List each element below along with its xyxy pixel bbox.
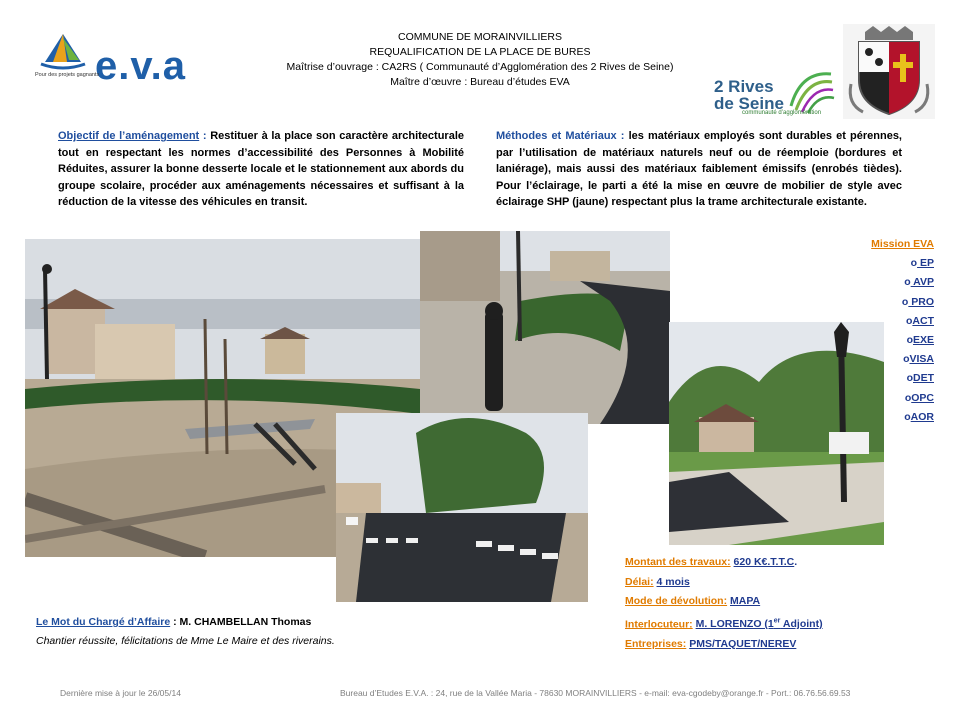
mode-row [625, 592, 823, 612]
charge-row [36, 613, 335, 632]
project-details [625, 553, 823, 654]
footer-updated: Dernière mise à jour le 26/05/14 [60, 688, 181, 698]
mission-item-act[interactable]: oACT [905, 314, 934, 327]
eva-logo [33, 32, 193, 92]
charge-block [36, 613, 335, 651]
eva-sail-icon [33, 32, 93, 76]
mission-item-exe[interactable]: oEXE [906, 334, 934, 347]
photo-parking-area [669, 322, 884, 545]
firms-row [625, 635, 823, 655]
amount-value[interactable]: 620 K€.T.T.C [733, 556, 795, 568]
photo-bollard-street [420, 231, 670, 424]
mission-item-det[interactable]: oDET [906, 372, 934, 385]
amount-row [625, 553, 823, 573]
delay-value[interactable]: 4 mois [656, 575, 690, 588]
mission-item-pro[interactable]: o PRO [901, 295, 934, 308]
mission-item-visa[interactable]: oVISA [903, 353, 934, 366]
mode-label: Mode de dévolution: [625, 595, 728, 607]
mode-value[interactable]: MAPA [730, 595, 761, 607]
eva-tagline: Pour des projets gagnants [35, 72, 100, 78]
mission-item-aor[interactable]: oAOR [904, 410, 934, 423]
charge-name: M. CHAMBELLAN Thomas [179, 616, 312, 628]
methods-paragraph [496, 128, 902, 211]
objective-label: Objectif de l’aménagement [58, 130, 200, 142]
footer-address: Bureau d’Etudes E.V.A. : 24, rue de la Vallée Maria - 78630 MORAINVILLIERS - e-mail: eva-cgodeby@orange.fr - Port.: 06.76.56.69.53 [340, 688, 851, 698]
owner-line: Maîtrise d’ouvrage : CA2RS ( Communauté d’Agglomération des 2 Rives de Seine) [286, 61, 674, 73]
contractor-line: Maître d’œuvre : Bureau d’études EVA [390, 76, 570, 88]
mission-item-ep[interactable]: o EP [910, 257, 934, 270]
methods-text: les matériaux employés sont durables et pérennes, par l’utilisation de matériaux naturels neuf ou de réemploie (bordures et laniérage), mais aussi des matériaux faiblement émissifs (enrobés tièdes). Pour l’éclairage, le parti a été la mise en œuvre de mobilier de style avec éclairage SHP (jaune) respectant plus la trame architecturale existante. [496, 130, 902, 208]
amount-dot: . [794, 556, 798, 568]
rives-title [714, 78, 784, 112]
header-block [230, 30, 730, 90]
objective-paragraph [58, 128, 464, 211]
rives-line1: 2 Rives [714, 77, 774, 96]
objective-text: Restituer à la place son caractère architecturale tout en respectant les normes d’accessibilité des Personnes à Mobilité Réduites, assurer la bonne desserte locale et le stationnement aux abords du groupe scolaire, procéder aux aménagements nécessaires et suffisant à la réduction de la vitesse des véhicules en transit. [58, 130, 464, 208]
delay-row [625, 573, 823, 593]
commune-title: COMMUNE DE MORAINVILLIERS [398, 31, 562, 43]
contact-row [625, 612, 823, 635]
methods-sep: : [616, 130, 629, 142]
rives-swirl-icon [786, 66, 836, 116]
charge-label: Le Mot du Chargé d’Affaire [36, 616, 171, 628]
town-crest [843, 24, 935, 119]
rives-de-seine-logo [712, 66, 836, 120]
firms-label: Entreprises: [625, 637, 687, 650]
eva-wordmark: e.v.a [95, 44, 186, 88]
methods-label: Méthodes et Matériaux [496, 130, 617, 142]
coat-of-arms-icon [843, 24, 935, 119]
objective-sep: : [199, 130, 211, 142]
mission-title: Mission EVA [871, 238, 934, 250]
charge-quote: Chantier réussite, félicitations de Mme Le Maire et des riverains. [36, 635, 335, 647]
mission-item-avp[interactable]: o AVP [904, 276, 934, 289]
delay-label: Délai: [625, 575, 654, 588]
project-title: REQUALIFICATION DE LA PLACE DE BURES [369, 46, 591, 58]
firms-value[interactable]: PMS/TAQUET/NEREV [689, 637, 797, 650]
amount-label: Montant des travaux: [625, 556, 731, 568]
contact-label: Interlocuteur: [625, 618, 693, 630]
mission-item-opc[interactable]: oOPC [904, 391, 934, 404]
photo-pedestrian-crossing [336, 413, 588, 602]
contact-value[interactable]: M. LORENZO (1er Adjoint) [695, 617, 823, 630]
charge-sep: : [170, 616, 180, 628]
rives-line2: de Seine [714, 94, 784, 113]
rives-subtitle: communauté d’agglomération [742, 110, 822, 116]
